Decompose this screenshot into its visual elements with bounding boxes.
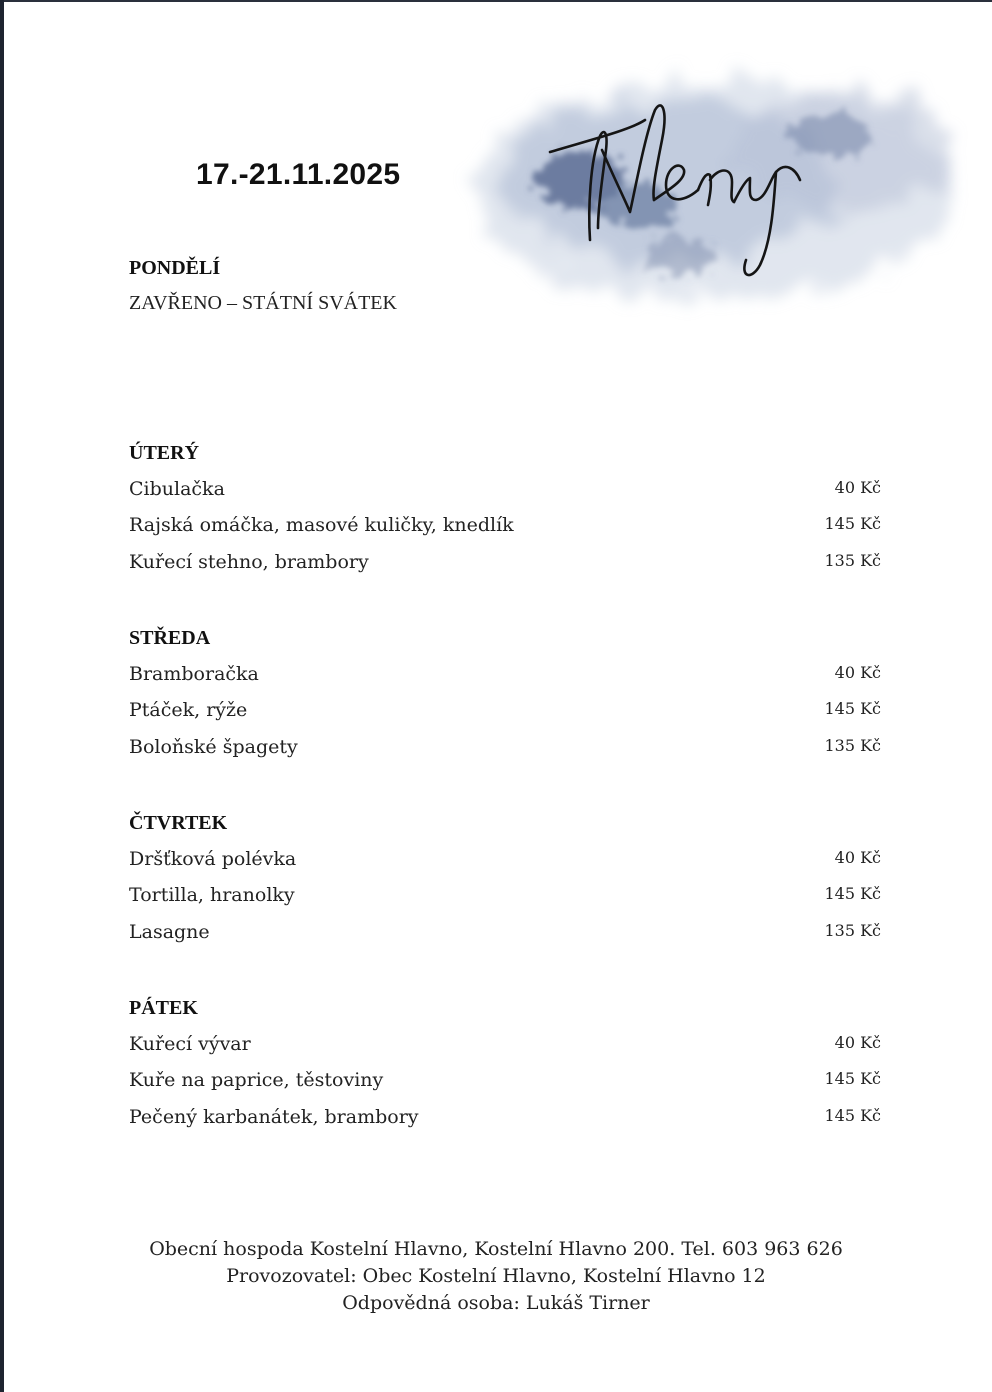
menu-item-price: 145 Kč bbox=[824, 699, 881, 718]
menu-item-price: 145 Kč bbox=[824, 514, 881, 533]
menu-item bbox=[129, 1069, 881, 1097]
menu-item bbox=[129, 848, 881, 876]
menu-item bbox=[129, 478, 881, 506]
page-left-edge bbox=[0, 0, 4, 1392]
menu-item-price: 40 Kč bbox=[834, 663, 881, 682]
menu-item-name: Bramboračka bbox=[129, 663, 259, 685]
menu-item-name: Kuřecí stehno, brambory bbox=[129, 551, 369, 573]
menu-item-price: 135 Kč bbox=[824, 551, 881, 570]
menu-item-name: Pečený karbanátek, brambory bbox=[129, 1106, 419, 1128]
menu-item-price: 145 Kč bbox=[824, 1106, 881, 1125]
menu-item-price: 145 Kč bbox=[824, 884, 881, 903]
day-title-monday: PONDĚLÍ bbox=[129, 257, 221, 279]
menu-item-name: Kuřecí vývar bbox=[129, 1033, 251, 1055]
menu-item-price: 135 Kč bbox=[824, 921, 881, 940]
footer-address: Obecní hospoda Kostelní Hlavno, Kostelní Hlavno 200. Tel. 603 963 626 bbox=[149, 1238, 843, 1260]
footer-operator: Provozovatel: Obec Kostelní Hlavno, Kostelní Hlavno 12 bbox=[226, 1265, 766, 1287]
page-top-edge bbox=[0, 0, 992, 2]
closed-note: ZAVŘENO – STÁTNÍ SVÁTEK bbox=[129, 292, 397, 314]
menu-item bbox=[129, 884, 881, 912]
footer bbox=[0, 1236, 992, 1317]
menu-item-name: Lasagne bbox=[129, 921, 210, 943]
menu-item bbox=[129, 1106, 881, 1134]
menu-item-name: Ptáček, rýže bbox=[129, 699, 248, 721]
menu-item bbox=[129, 736, 881, 764]
menu-item-price: 135 Kč bbox=[824, 736, 881, 755]
menu-item bbox=[129, 514, 881, 542]
menu-item bbox=[129, 663, 881, 691]
menu-item bbox=[129, 1033, 881, 1061]
menu-item-name: Rajská omáčka, masové kuličky, knedlík bbox=[129, 514, 514, 536]
day-title-wednesday: STŘEDA bbox=[129, 627, 211, 649]
menu-item-name: Cibulačka bbox=[129, 478, 225, 500]
day-title-friday: PÁTEK bbox=[129, 997, 198, 1019]
menu-item-price: 40 Kč bbox=[834, 848, 881, 867]
menu-logo bbox=[440, 40, 980, 340]
menu-item-name: Tortilla, hranolky bbox=[129, 884, 295, 906]
menu-item-price: 40 Kč bbox=[834, 478, 881, 497]
menu-item-price: 145 Kč bbox=[824, 1069, 881, 1088]
date-range: 17.-21.11.2025 bbox=[196, 158, 401, 191]
day-title-thursday: ČTVRTEK bbox=[129, 812, 228, 834]
day-title-tuesday: ÚTERÝ bbox=[129, 442, 200, 464]
menu-item bbox=[129, 921, 881, 949]
menu-item-name: Boloňské špagety bbox=[129, 736, 298, 758]
footer-responsible-person: Odpovědná osoba: Lukáš Tirner bbox=[342, 1292, 650, 1314]
menu-item bbox=[129, 551, 881, 579]
menu-item-name: Kuře na paprice, těstoviny bbox=[129, 1069, 384, 1091]
menu-item-name: Dršťková polévka bbox=[129, 848, 297, 870]
menu-item-price: 40 Kč bbox=[834, 1033, 881, 1052]
menu-item bbox=[129, 699, 881, 727]
